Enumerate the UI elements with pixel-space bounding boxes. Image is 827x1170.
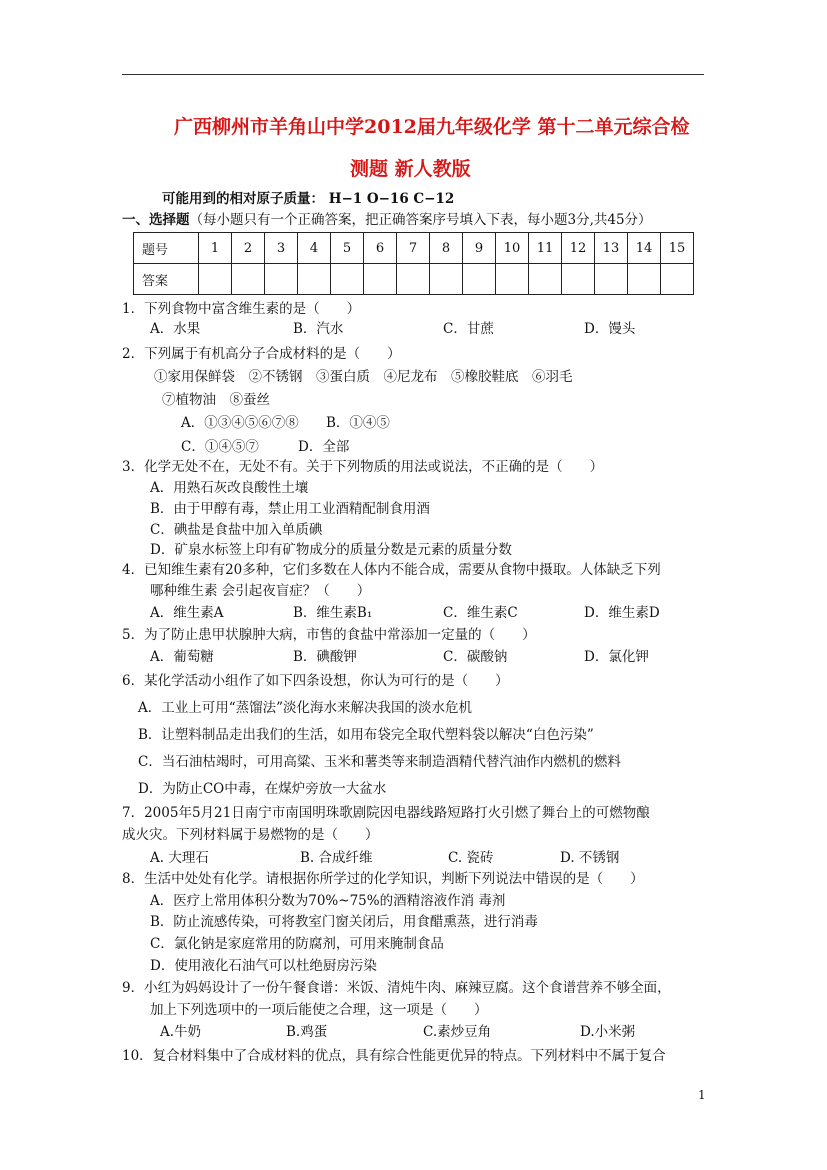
q3-option-b: B．由于甲醇有毒，禁止用工业酒精配制食用酒	[150, 501, 430, 517]
q2-items-line1: ①家用保鲜袋 ②不锈钢 ③蛋白质 ④尼龙布 ⑤橡胶鞋底 ⑥羽毛	[154, 369, 573, 385]
question-3-stem: 3．化学无处不在，无处不有。关于下列物质的用法或说法，不正确的是（ ）	[122, 459, 604, 475]
page-number: 1	[698, 1088, 706, 1102]
q1-option-c: C．甘蔗	[443, 321, 494, 337]
section-instruction: （每小题只有一个正确答案，把正确答案序号填入下表，每小题3分,共45分）	[189, 212, 652, 228]
q1-option-d: D．馒头	[584, 321, 636, 337]
q5-option-d: D．氯化钾	[584, 649, 649, 665]
q3-option-a: A．用熟石灰改良酸性土壤	[150, 480, 309, 496]
q4-option-c: C．维生素C	[443, 605, 518, 621]
answer-cell[interactable]	[595, 264, 628, 295]
page-title-line1: 广西柳州市羊角山中学2012届九年级化学 第十二单元综合检	[174, 116, 690, 138]
question-7-stem-line2: 成火灾。下列材料属于易燃物的是（ ）	[122, 827, 379, 843]
q2-option-b: B．①④⑤	[326, 415, 390, 431]
question-8-stem: 8．生活中处处有化学。请根据你所学过的化学知识，判断下列说法中错误的是（ ）	[122, 871, 644, 887]
question-4-stem-line1: 4．已知维生素有20多种，它们多数在人体内不能合成，需要从食物中摄取。人体缺乏下列	[122, 562, 661, 578]
section-heading-row	[122, 211, 652, 229]
answer-cell[interactable]	[331, 264, 364, 295]
answer-cell[interactable]	[298, 264, 331, 295]
question-number-cell: 4	[298, 233, 331, 264]
answer-cell[interactable]	[199, 264, 232, 295]
q9-option-c: C.素炒豆角	[423, 1024, 492, 1040]
question-number-cell: 10	[496, 233, 529, 264]
answer-cell[interactable]	[463, 264, 496, 295]
answer-cell[interactable]	[628, 264, 661, 295]
question-2-stem: 2．下列属于有机高分子合成材料的是（ ）	[122, 346, 401, 362]
q7-option-b: B. 合成纤维	[300, 850, 373, 866]
question-number-cell: 11	[529, 233, 562, 264]
q4-option-a: A．维生素A	[150, 605, 224, 621]
q8-option-c: C．氯化钠是家庭常用的防腐剂，可用来腌制食品	[150, 936, 444, 952]
answer-table	[133, 232, 694, 295]
q8-option-a: A．医疗上常用体积分数为70%~75%的酒精溶液作消 毒剂	[150, 893, 506, 909]
q9-option-b: B.鸡蛋	[286, 1024, 328, 1040]
q5-option-a: A．葡萄糖	[150, 649, 214, 665]
answer-cell[interactable]	[661, 264, 694, 295]
question-number-cell: 14	[628, 233, 661, 264]
q2-option-d: D．全部	[298, 439, 350, 455]
question-7-stem-line1: 7．2005年5月21日南宁市南国明珠歌剧院因电器线路短路打火引燃了舞台上的可燃物酿	[122, 805, 650, 821]
q6-option-a: A．工业上可用“蒸馏法”淡化海水来解决我国的淡水危机	[138, 700, 473, 716]
q3-option-d: D．矿泉水标签上印有矿物成分的质量分数是元素的质量分数	[150, 542, 512, 558]
question-number-cell: 9	[463, 233, 496, 264]
q3-option-c: C．碘盐是食盐中加入单质碘	[150, 522, 323, 538]
section-heading: 一、选择题	[122, 212, 190, 228]
question-number-cell: 7	[397, 233, 430, 264]
row-label-number: 题号	[134, 233, 199, 264]
answer-cell[interactable]	[397, 264, 430, 295]
q8-option-d: D．使用液化石油气可以杜绝厨房污染	[150, 958, 377, 974]
page-title-line2: 测题 新人教版	[350, 158, 471, 180]
answer-cell[interactable]	[364, 264, 397, 295]
q9-option-d: D.小米粥	[580, 1024, 636, 1040]
question-10-stem: 10．复合材料集中了合成材料的优点，具有综合性能更优异的特点。下列材料中不属于复合	[122, 1048, 666, 1064]
answer-cell[interactable]	[562, 264, 595, 295]
question-number-cell: 1	[199, 233, 232, 264]
q7-option-a: A. 大理石	[150, 850, 209, 866]
question-number-cell: 15	[661, 233, 694, 264]
question-number-cell: 5	[331, 233, 364, 264]
row-label-answer: 答案	[134, 264, 199, 295]
q7-option-d: D. 不锈钢	[560, 850, 620, 866]
answer-cell[interactable]	[265, 264, 298, 295]
answer-cell[interactable]	[430, 264, 463, 295]
question-number-cell: 13	[595, 233, 628, 264]
question-4-stem-line2: 哪种维生素 会引起夜盲症？（ ）	[150, 583, 371, 599]
question-number-cell: 12	[562, 233, 595, 264]
question-number-cell: 3	[265, 233, 298, 264]
question-number-cell: 8	[430, 233, 463, 264]
q7-option-c: C. 瓷砖	[448, 850, 494, 866]
answer-cell[interactable]	[529, 264, 562, 295]
q2-option-a: A．①③④⑤⑥⑦⑧	[181, 415, 299, 431]
question-9-stem-line1: 9．小红为妈妈设计了一份午餐食谱：米饭、清炖牛肉、麻辣豆腐。这个食谱营养不够全面，	[122, 980, 671, 996]
question-number-cell: 2	[232, 233, 265, 264]
answer-cell[interactable]	[496, 264, 529, 295]
table-row	[134, 233, 694, 264]
q1-option-b: B．汽水	[293, 321, 344, 337]
q4-option-d: D．维生素D	[584, 605, 660, 621]
atomic-mass-note: 可能用到的相对原子质量： H−1 O−16 C−12	[162, 191, 455, 207]
q6-option-d: D．为防止CO中毒，在煤炉旁放一大盆水	[138, 781, 387, 797]
q4-option-b: B．维生素B₁	[293, 605, 373, 621]
table-row	[134, 264, 694, 295]
q2-option-c: C．①④⑤⑦	[181, 439, 259, 455]
q8-option-b: B．防止流感传染，可将教室门窗关闭后，用食醋熏蒸，进行消毒	[150, 914, 538, 930]
header-rule	[122, 74, 704, 75]
answer-cell[interactable]	[232, 264, 265, 295]
q9-option-a: A.牛奶	[160, 1024, 202, 1040]
q6-option-b: B．让塑料制品走出我们的生活，如用布袋完全取代塑料袋以解决“白色污染”	[138, 727, 594, 743]
question-1-stem: 1．下列食物中富含维生素的是（ ）	[122, 301, 361, 317]
question-9-stem-line2: 加上下列选项中的一项后能使之合理，这一项是（ ）	[150, 1002, 488, 1018]
question-5-stem: 5．为了防止患甲状腺肿大病，市售的食盐中常添加一定量的（ ）	[122, 627, 536, 643]
q1-option-a: A．水果	[150, 321, 201, 337]
q5-option-b: B．碘酸钾	[293, 649, 357, 665]
question-number-cell: 6	[364, 233, 397, 264]
q6-option-c: C．当石油枯竭时，可用高粱、玉米和薯类等来制造酒精代替汽油作内燃机的燃料	[138, 754, 621, 770]
question-6-stem: 6．某化学活动小组作了如下四条设想，你认为可行的是（ ）	[122, 673, 509, 689]
q5-option-c: C．碳酸钠	[443, 649, 508, 665]
q2-items-line2: ⑦植物油 ⑧蚕丝	[162, 392, 270, 408]
